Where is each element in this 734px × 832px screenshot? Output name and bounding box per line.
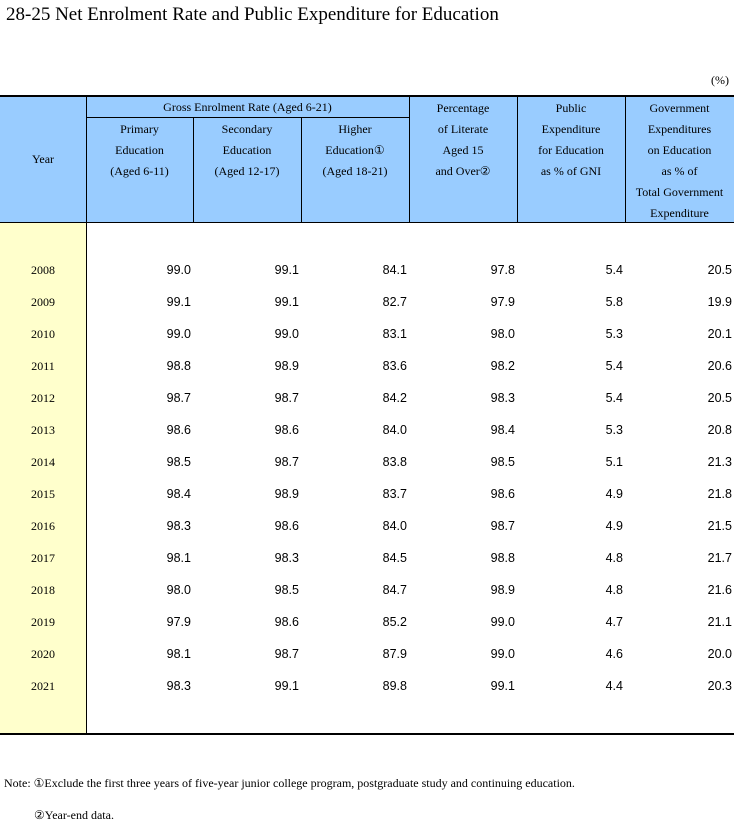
public-exp-cell: 5.1 (605, 455, 623, 469)
header-gross-group: Gross Enrolment Rate (Aged 6-21) (163, 100, 332, 114)
gov-exp-cell: 21.7 (707, 551, 732, 565)
year-cell: 2011 (31, 359, 55, 373)
primary-cell: 99.0 (166, 263, 191, 277)
literate-cell: 99.0 (490, 615, 515, 629)
primary-cell: 99.1 (166, 295, 191, 309)
table-row (0, 287, 734, 319)
public-exp-cell: 4.9 (605, 519, 623, 533)
literate-cell: 98.2 (490, 359, 515, 373)
unit-label: (%) (711, 73, 729, 87)
table-row (0, 671, 734, 703)
higher-cell: 85.2 (382, 615, 407, 629)
year-cell: 2017 (31, 551, 55, 565)
table-row (0, 415, 734, 447)
gov-exp-cell: 21.5 (707, 519, 732, 533)
literate-cell: 98.4 (490, 423, 515, 437)
higher-cell: 83.7 (382, 487, 407, 501)
year-cell: 2009 (31, 295, 55, 309)
year-cell: 2014 (31, 455, 55, 469)
secondary-cell: 99.1 (274, 295, 299, 309)
secondary-cell: 98.9 (274, 487, 299, 501)
higher-cell: 84.5 (382, 551, 407, 565)
secondary-cell: 98.7 (274, 647, 299, 661)
primary-cell: 98.4 (166, 487, 191, 501)
header-literate: Percentage of Literate Aged 15 and Over② (435, 101, 491, 178)
public-exp-cell: 5.4 (605, 391, 623, 405)
public-exp-cell: 5.3 (605, 423, 623, 437)
literate-cell: 99.1 (490, 679, 515, 693)
gov-exp-cell: 20.1 (707, 327, 732, 341)
public-exp-cell: 5.4 (605, 359, 623, 373)
header-higher: Higher Education① (Aged 18-21) (322, 122, 388, 178)
secondary-cell: 98.6 (274, 423, 299, 437)
header-secondary: Secondary Education (Aged 12-17) (214, 122, 280, 178)
table-row (0, 383, 734, 415)
secondary-cell: 99.0 (274, 327, 299, 341)
public-exp-cell: 5.8 (605, 295, 623, 309)
year-cell: 2010 (31, 327, 55, 341)
higher-cell: 84.0 (382, 423, 407, 437)
header-col-divider-5 (625, 95, 626, 222)
year-cell: 2021 (31, 679, 55, 693)
note-1: Note: ①Exclude the first three years of five-year junior college program, postgraduate study and continuing education. (4, 776, 575, 790)
higher-cell: 83.1 (382, 327, 407, 341)
literate-cell: 97.8 (490, 263, 515, 277)
public-exp-cell: 4.8 (605, 583, 623, 597)
secondary-cell: 98.7 (274, 391, 299, 405)
literate-cell: 97.9 (490, 295, 515, 309)
primary-cell: 98.6 (166, 423, 191, 437)
secondary-cell: 98.3 (274, 551, 299, 565)
header-col-divider-4 (517, 95, 518, 222)
gov-exp-cell: 19.9 (707, 295, 732, 309)
public-exp-cell: 4.6 (605, 647, 623, 661)
year-cell: 2008 (31, 263, 55, 277)
secondary-cell: 99.1 (274, 679, 299, 693)
year-cell: 2018 (31, 583, 55, 597)
higher-cell: 82.7 (382, 295, 407, 309)
gov-exp-cell: 20.6 (707, 359, 732, 373)
table-row (0, 319, 734, 351)
literate-cell: 98.9 (490, 583, 515, 597)
year-cell: 2015 (31, 487, 55, 501)
literate-cell: 98.6 (490, 487, 515, 501)
table-row (0, 447, 734, 479)
higher-cell: 83.6 (382, 359, 407, 373)
table-top-border (0, 95, 734, 97)
table-bottom-border (0, 733, 734, 735)
higher-cell: 84.2 (382, 391, 407, 405)
header-col-divider-3 (409, 95, 410, 222)
year-cell: 2013 (31, 423, 55, 437)
primary-cell: 98.8 (166, 359, 191, 373)
secondary-cell: 98.9 (274, 359, 299, 373)
secondary-cell: 98.6 (274, 519, 299, 533)
higher-cell: 87.9 (382, 647, 407, 661)
secondary-cell: 98.6 (274, 615, 299, 629)
table-row (0, 575, 734, 607)
table-row (0, 511, 734, 543)
gov-exp-cell: 20.8 (707, 423, 732, 437)
secondary-cell: 98.7 (274, 455, 299, 469)
primary-cell: 98.1 (166, 551, 191, 565)
header-primary: Primary Education (Aged 6-11) (110, 122, 169, 178)
primary-cell: 98.0 (166, 583, 191, 597)
gov-exp-cell: 21.1 (707, 615, 732, 629)
table-row (0, 639, 734, 671)
table-row (0, 351, 734, 383)
year-cell: 2020 (31, 647, 55, 661)
gov-exp-cell: 21.8 (707, 487, 732, 501)
secondary-cell: 99.1 (274, 263, 299, 277)
public-exp-cell: 5.4 (605, 263, 623, 277)
table-row (0, 479, 734, 511)
primary-cell: 97.9 (166, 615, 191, 629)
literate-cell: 98.5 (490, 455, 515, 469)
header-bottom-border (0, 222, 734, 223)
gov-exp-cell: 20.0 (707, 647, 732, 661)
year-cell: 2019 (31, 615, 55, 629)
year-cell: 2016 (31, 519, 55, 533)
header-government-expenditure: Government Expenditures on Education as % of Total Government Expenditure (635, 101, 724, 220)
primary-cell: 98.1 (166, 647, 191, 661)
data-table (0, 95, 734, 735)
page-title: 28-25 Net Enrolment Rate and Public Expenditure for Education (6, 4, 499, 25)
header-col-divider-1 (193, 117, 194, 222)
literate-cell: 99.0 (490, 647, 515, 661)
primary-cell: 98.3 (166, 679, 191, 693)
gov-exp-cell: 21.3 (707, 455, 732, 469)
public-exp-cell: 4.9 (605, 487, 623, 501)
secondary-cell: 98.5 (274, 583, 299, 597)
gov-exp-cell: 21.6 (707, 583, 732, 597)
header-year: Year (31, 152, 55, 166)
literate-cell: 98.8 (490, 551, 515, 565)
header-public-expenditure: Public Expenditure for Education as % of GNI (538, 101, 604, 178)
gov-exp-cell: 20.5 (707, 391, 732, 405)
table-row (0, 255, 734, 287)
table-row (0, 543, 734, 575)
literate-cell: 98.3 (490, 391, 515, 405)
higher-cell: 89.8 (382, 679, 407, 693)
higher-cell: 84.1 (382, 263, 407, 277)
public-exp-cell: 4.8 (605, 551, 623, 565)
header-col-divider-2 (301, 117, 302, 222)
higher-cell: 84.7 (382, 583, 407, 597)
literate-cell: 98.0 (490, 327, 515, 341)
public-exp-cell: 5.3 (605, 327, 623, 341)
gov-exp-cell: 20.5 (707, 263, 732, 277)
primary-cell: 99.0 (166, 327, 191, 341)
higher-cell: 84.0 (382, 519, 407, 533)
higher-cell: 83.8 (382, 455, 407, 469)
gov-exp-cell: 20.3 (707, 679, 732, 693)
primary-cell: 98.3 (166, 519, 191, 533)
table-row (0, 607, 734, 639)
group-header-divider (86, 117, 409, 118)
literate-cell: 98.7 (490, 519, 515, 533)
note-2: ②Year-end data. (34, 808, 114, 822)
public-exp-cell: 4.7 (605, 615, 623, 629)
year-cell: 2012 (31, 391, 55, 405)
primary-cell: 98.7 (166, 391, 191, 405)
public-exp-cell: 4.4 (605, 679, 623, 693)
primary-cell: 98.5 (166, 455, 191, 469)
